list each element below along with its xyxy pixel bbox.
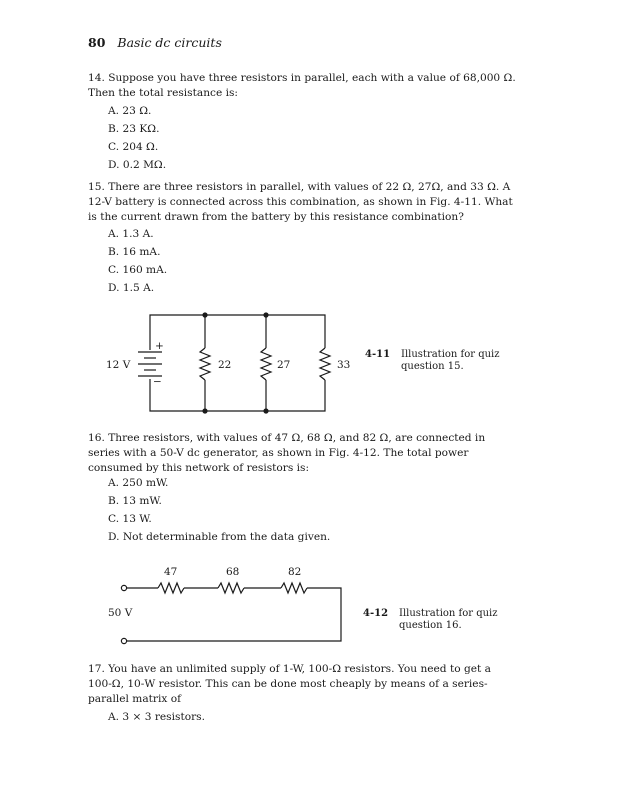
question-14-options bbox=[108, 102, 166, 174]
question-14-text: 14. Suppose you have three resistors in parallel, each with a value of 68,000 Ω. Then the total resistance is: bbox=[88, 72, 516, 99]
option: B. 16 mA. bbox=[108, 246, 161, 258]
figure-caption-text: Illustration for quiz question 16. bbox=[399, 608, 498, 631]
figure-4-12-caption bbox=[363, 608, 513, 638]
option: A. 3 × 3 resistors. bbox=[108, 711, 205, 723]
option: A. 23 Ω. bbox=[108, 105, 152, 117]
question-15-options bbox=[108, 225, 167, 297]
resistor-27-label: 27 bbox=[277, 359, 291, 371]
option: C. 160 mA. bbox=[108, 264, 168, 276]
figure-number: 4-11 bbox=[365, 349, 391, 360]
resistor-47-label: 47 bbox=[164, 566, 178, 578]
page-header bbox=[88, 35, 222, 50]
chapter-title: Basic dc circuits bbox=[117, 35, 222, 50]
question-17-text: 17. You have an unlimited supply of 1-W, 100-Ω resistors. You need to get a 100-Ω, 10-W resistor. This can be done most cheaply by means of a series-parallel matrix of bbox=[88, 663, 491, 705]
junction-dot bbox=[263, 408, 268, 413]
figure-4-11-caption bbox=[365, 349, 515, 379]
question-17-options bbox=[108, 708, 205, 726]
option: D. Not determinable from the data given. bbox=[108, 531, 331, 543]
resistor-22-label: 22 bbox=[218, 359, 232, 371]
battery-label: 12 V bbox=[106, 359, 131, 371]
option: A. 250 mW. bbox=[108, 477, 169, 489]
resistor-82-label: 82 bbox=[288, 566, 302, 578]
question-16-text: 16. Three resistors, with values of 47 Ω, 68 Ω, and 82 Ω, are connected in series with a 50-V dc generator, as shown in Fig. 4-12. The total power consumed by this network of resistors is: bbox=[88, 432, 486, 474]
source-label: 50 V bbox=[108, 607, 133, 619]
plus-sign: + bbox=[155, 340, 164, 352]
minus-sign: − bbox=[153, 376, 162, 388]
figure-caption-text: Illustration for quiz question 15. bbox=[401, 349, 500, 372]
option: C. 204 Ω. bbox=[108, 141, 159, 153]
option: A. 1.3 A. bbox=[108, 228, 154, 240]
option: B. 13 mW. bbox=[108, 495, 162, 507]
option: B. 23 KΩ. bbox=[108, 123, 160, 135]
junction-dot bbox=[263, 312, 268, 317]
option: D. 0.2 MΩ. bbox=[108, 159, 167, 171]
junction-dot bbox=[202, 312, 207, 317]
question-15-text: 15. There are three resistors in parallel, with values of 22 Ω, 27Ω, and 33 Ω. A 12-V battery is connected across this combination, as shown in Fig. 4-11. What is the current drawn from the battery by this resistance combination? bbox=[88, 181, 513, 223]
page-number: 80 bbox=[88, 35, 106, 50]
resistor-33-label: 33 bbox=[337, 359, 351, 371]
question-16-options bbox=[108, 474, 330, 546]
option: D. 1.5 A. bbox=[108, 282, 155, 294]
resistor-68-label: 68 bbox=[226, 566, 240, 578]
figure-number: 4-12 bbox=[363, 608, 389, 619]
option: C. 13 W. bbox=[108, 513, 152, 525]
junction-dot bbox=[202, 408, 207, 413]
